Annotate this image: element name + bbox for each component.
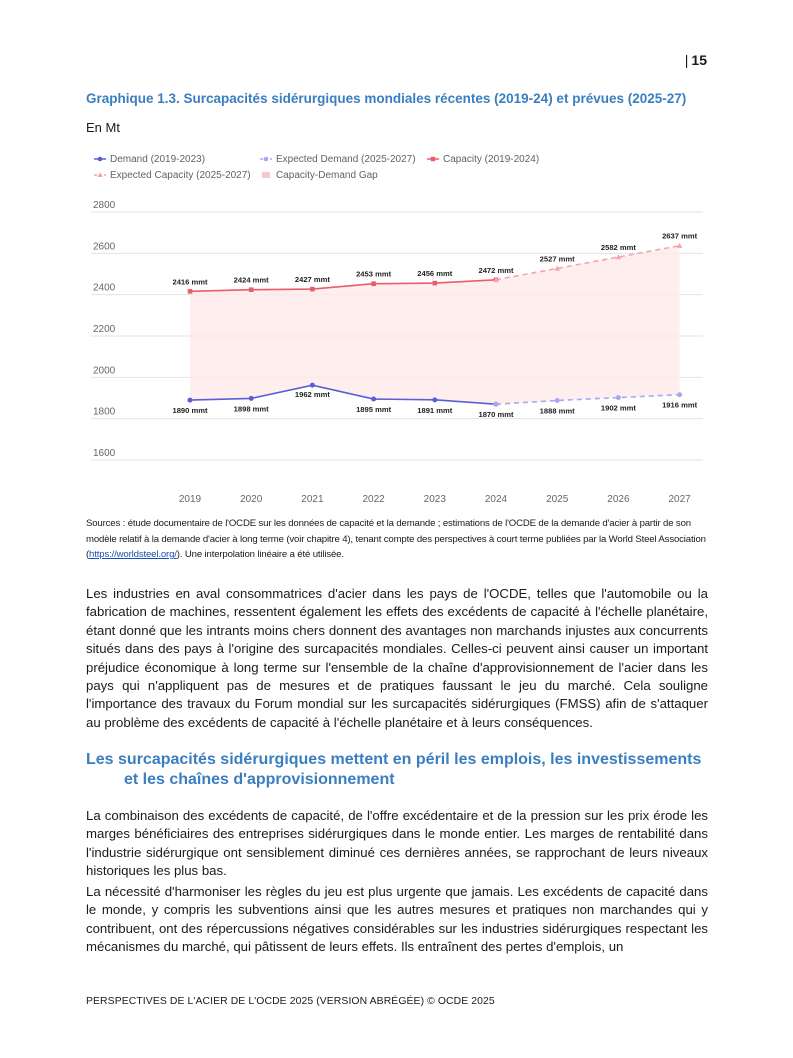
sources-text-end: ). Une interpolation linéaire a été utilisée. bbox=[176, 549, 344, 560]
capacity-point bbox=[249, 287, 254, 292]
capacity-point bbox=[188, 289, 193, 294]
demand-data-label: 1870 mmt bbox=[478, 410, 514, 420]
legend-item bbox=[427, 154, 539, 165]
capacity-data-label: 2637 mmt bbox=[662, 231, 698, 241]
x-tick-label: 2026 bbox=[607, 494, 630, 505]
y-tick-label: 1800 bbox=[93, 406, 116, 418]
capacity-data-label: 2582 mmt bbox=[600, 243, 636, 253]
capacity-data-label: 2527 mmt bbox=[539, 254, 575, 264]
expected-demand-point bbox=[677, 392, 682, 397]
legend-label: Expected Capacity (2025-2027) bbox=[110, 170, 251, 181]
y-tick-label: 2800 bbox=[93, 200, 116, 211]
capacity-point bbox=[310, 287, 315, 292]
demand-point bbox=[249, 396, 254, 401]
demand-point bbox=[310, 383, 315, 388]
y-tick-label: 2400 bbox=[93, 282, 116, 294]
legend-swatch bbox=[262, 172, 270, 178]
body-paragraph-2: La combinaison des excédents de capacité, de l'offre excédentaire et de la pression sur les prix érode les marges bénéficiaires des entreprises sidérurgiques dans le monde entier. Les marges de rentabilité dans l'industrie sidérurgique ont sensiblement diminué ces dernières années, se rapprochant de leurs niveaux historiques les plus bas. bbox=[86, 808, 708, 879]
capacity-data-label: 2427 mmt bbox=[294, 275, 330, 285]
legend-marker bbox=[98, 157, 103, 162]
x-tick-label: 2021 bbox=[301, 494, 324, 505]
demand-data-label: 1890 mmt bbox=[172, 406, 208, 416]
legend-label: Capacity-Demand Gap bbox=[276, 170, 378, 181]
body-paragraph-1: Les industries en aval consommatrices d'acier dans les pays de l'OCDE, telles que l'automobile ou la fabrication de machines, ressentent également les effets des excédents de capacité à l'échelle planétaire, étant donné que les intrants moins chers donnent des avantages non marchands injustes aux concurrents situés dans des pays à l'origine des surcapacités mondiales. Celles-ci peuvent ainsi causer un important préjudice économique à long terme sur l'ensemble de la chaîne d'approvisionnement de l'acier dans les pays qui n'appliquent pas de mesures et de pratiques faussant le jeu du marché. Cela souligne l'importance des travaux du Forum mondial sur les surcapacités sidérurgiques (FMSS) afin de s'attaquer au problème des excédents de capacité à l'échelle planétaire et à leurs conséquences. bbox=[86, 586, 708, 730]
capacity-data-label: 2416 mmt bbox=[172, 277, 208, 287]
chart-plot bbox=[172, 232, 697, 420]
x-tick-label: 2024 bbox=[484, 494, 508, 505]
section-heading bbox=[86, 750, 708, 790]
chart-title: Graphique 1.3. Surcapacités sidérurgiques mondiales récentes (2019-24) et prévues (2025-27) bbox=[86, 91, 687, 106]
expected-demand-point bbox=[555, 398, 560, 403]
demand-data-label: 1888 mmt bbox=[539, 406, 575, 416]
x-axis bbox=[179, 494, 691, 505]
legend-marker bbox=[431, 157, 435, 161]
demand-data-label: 1898 mmt bbox=[233, 404, 269, 414]
y-tick-label: 2600 bbox=[93, 241, 116, 253]
capacity-data-label: 2453 mmt bbox=[356, 269, 392, 279]
page-number: | 15 bbox=[684, 52, 707, 68]
x-tick-label: 2025 bbox=[546, 494, 569, 505]
sources-text: Sources : étude documentaire de l'OCDE sur les données de capacité et la demande ; estimations de l'OCDE de la demande d'acier à partir de son modèle relatif à la demande d'acier à long terme (voir chapitre 4), tenant compte des perspectives à court terme publiées par la World Steel Association ( bbox=[86, 518, 706, 560]
legend-marker bbox=[264, 157, 269, 162]
x-tick-label: 2027 bbox=[668, 494, 691, 505]
expected-demand-point bbox=[494, 402, 499, 407]
body-paragraph-3: La nécessité d'harmoniser les règles du jeu est plus urgente que jamais. Les excédents de capacité dans le monde, y compris les subventions ainsi que les autres mesures et pratiques non marchandes qui y contribuent, ont des répercussions négatives considérables sur les industries sidérurgiques respectant les mécanismes du marché, qui pâtissent de leurs effets. Ils entraînent des pertes d'emplois, un bbox=[86, 884, 708, 955]
y-tick-label: 2000 bbox=[93, 365, 116, 377]
demand-data-label: 1916 mmt bbox=[662, 400, 698, 410]
demand-point bbox=[432, 397, 437, 402]
chart-sources bbox=[86, 516, 708, 563]
line-chart bbox=[86, 148, 708, 510]
legend-label: Expected Demand (2025-2027) bbox=[276, 154, 416, 165]
worldsteel-link[interactable]: https://worldsteel.org/ bbox=[89, 549, 177, 560]
demand-data-label: 1895 mmt bbox=[356, 405, 392, 415]
x-tick-label: 2019 bbox=[178, 494, 202, 505]
capacity-point bbox=[371, 281, 376, 286]
y-tick-label: 2200 bbox=[93, 324, 116, 335]
legend-item bbox=[260, 154, 416, 165]
demand-data-label: 1962 mmt bbox=[294, 390, 330, 400]
capacity-data-label: 2456 mmt bbox=[417, 269, 453, 279]
capacity-point bbox=[433, 281, 438, 286]
expected-demand-point bbox=[616, 395, 621, 400]
section-heading-line-1: Les surcapacités sidérurgiques mettent en péril les emplois, les investissements bbox=[86, 751, 702, 768]
x-tick-label: 2023 bbox=[423, 494, 446, 505]
demand-point bbox=[188, 398, 193, 403]
capacity-data-label: 2424 mmt bbox=[233, 275, 269, 285]
legend-item bbox=[94, 154, 205, 165]
chart-unit: En Mt bbox=[86, 120, 120, 135]
capacity-data-label: 2472 mmt bbox=[478, 265, 514, 275]
legend-item bbox=[94, 170, 251, 181]
demand-point bbox=[371, 397, 376, 402]
section-heading-line-2: et les chaînes d'approvisionnement bbox=[124, 771, 395, 788]
demand-data-label: 1902 mmt bbox=[600, 403, 636, 413]
x-tick-label: 2020 bbox=[240, 494, 263, 505]
legend-item bbox=[262, 170, 378, 181]
legend-label: Capacity (2019-2024) bbox=[443, 154, 540, 165]
chart-legend bbox=[94, 154, 539, 181]
y-tick-label: 1600 bbox=[93, 448, 116, 459]
page-footer: PERSPECTIVES DE L'ACIER DE L'OCDE 2025 (VERSION ABRÉGÉE) © OCDE 2025 bbox=[86, 996, 495, 1007]
x-tick-label: 2022 bbox=[362, 494, 385, 505]
legend-label: Demand (2019-2023) bbox=[110, 154, 206, 165]
demand-data-label: 1891 mmt bbox=[417, 405, 453, 415]
